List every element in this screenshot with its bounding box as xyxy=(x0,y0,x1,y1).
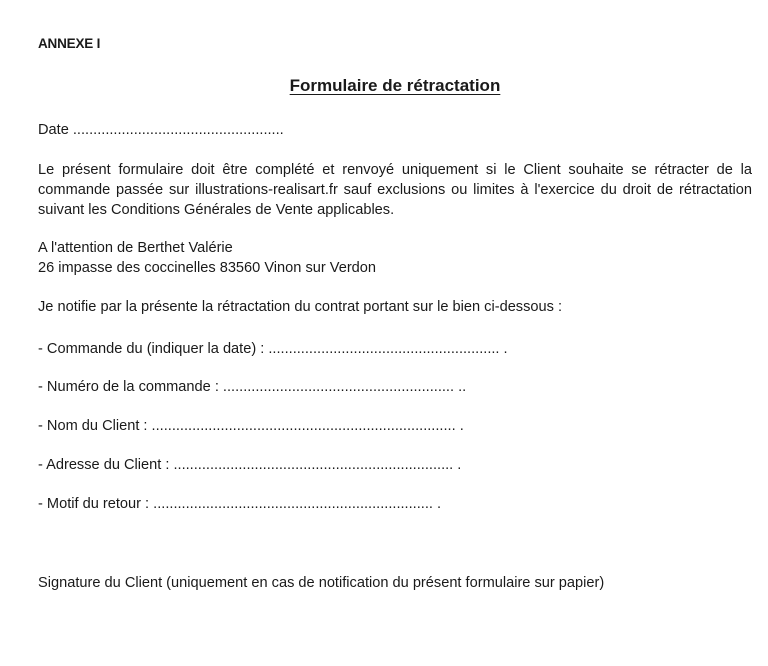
retraction-form-page xyxy=(38,0,752,666)
annex-label: ANNEXE I xyxy=(38,36,101,51)
field-order-date: - Commande du (indiquer la date) : ......................................................... . xyxy=(38,341,508,357)
field-client-address: - Adresse du Client : ..................................................................... . xyxy=(38,457,462,473)
address-line-2: 26 impasse des coccinelles 83560 Vinon sur Verdon xyxy=(38,260,377,276)
address-line-1: A l'attention de Berthet Valérie xyxy=(38,240,233,256)
notification-text: Je notifie par la présente la rétractation du contrat portant sur le bien ci-dessous : xyxy=(38,299,563,315)
field-return-reason: - Motif du retour : ..................................................................... . xyxy=(38,496,442,512)
intro-paragraph: Le présent formulaire doit être complété et renvoyé uniquement si le Client souhaite se rétracter de la commande passée sur illustrations-realisart.fr sauf exclusions ou limites à l'exercice du droit de rétractation suivant les Conditions Générales de Vente applicables. xyxy=(38,162,752,218)
date-line: Date .................................................... xyxy=(38,122,284,138)
field-client-name: - Nom du Client : ........................................................................... . xyxy=(38,418,464,434)
field-order-number: - Numéro de la commande : ......................................................... .. xyxy=(38,379,467,395)
signature-line: Signature du Client (uniquement en cas de notification du présent formulaire sur papier) xyxy=(38,575,605,591)
form-title: Formulaire de rétractation xyxy=(289,76,501,95)
